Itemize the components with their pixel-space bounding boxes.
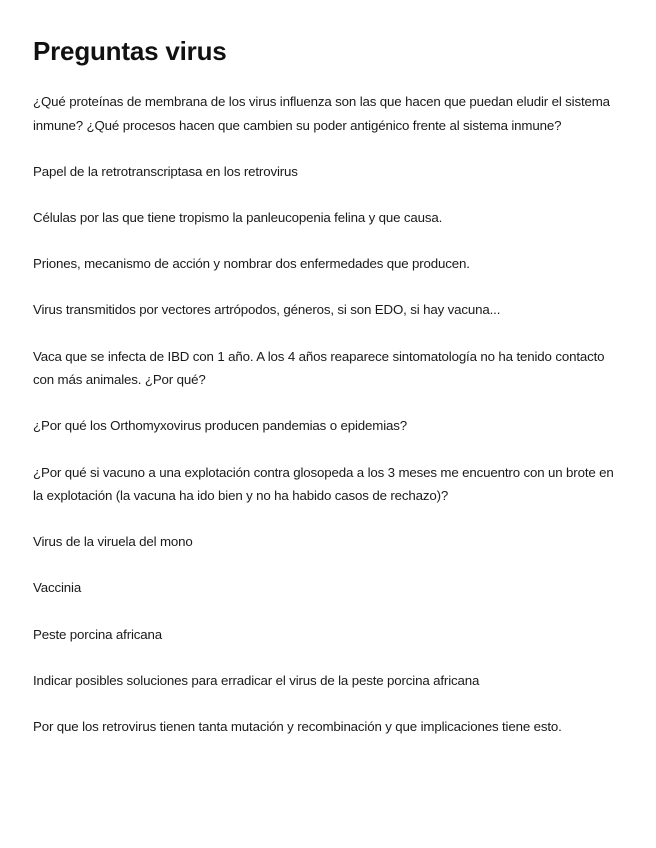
question-list: [33, 90, 623, 761]
question-item: Vaca que se infecta de IBD con 1 año. A los 4 años reaparece sintomatología no ha tenido contacto con más animales. ¿Por qué?: [33, 348, 605, 388]
question-item: Vaccinia: [33, 580, 82, 596]
page-title: Preguntas virus: [33, 36, 227, 66]
question-item: Indicar posibles soluciones para erradicar el virus de la peste porcina africana: [33, 672, 480, 688]
question-item: ¿Por qué si vacuno a una explotación contra glosopeda a los 3 meses me encuentro con un brote en la explotación (la vacuna ha ido bien y no ha habido casos de rechazo)?: [33, 464, 614, 504]
question-item: Papel de la retrotranscriptasa en los retrovirus: [33, 163, 298, 179]
question-item: Células por las que tiene tropismo la panleucopenia felina y que causa.: [33, 209, 443, 225]
question-item: Virus de la viruela del mono: [33, 534, 193, 550]
question-item: ¿Qué proteínas de membrana de los virus influenza son las que hacen que puedan eludir el sistema inmune? ¿Qué procesos hacen que cambien su poder antigénico frente al sistema inmune?: [33, 94, 610, 133]
question-item: Por que los retrovirus tienen tanta mutación y recombinación y que implicaciones tiene esto.: [33, 719, 562, 735]
question-item: Virus transmitidos por vectores artrópodos, géneros, si son EDO, si hay vacuna...: [33, 302, 501, 318]
question-item: Peste porcina africana: [33, 626, 163, 642]
question-item: ¿Por qué los Orthomyxovirus producen pandemias o epidemias?: [33, 418, 408, 434]
question-item: Priones, mecanismo de acción y nombrar dos enfermedades que producen.: [33, 256, 470, 272]
